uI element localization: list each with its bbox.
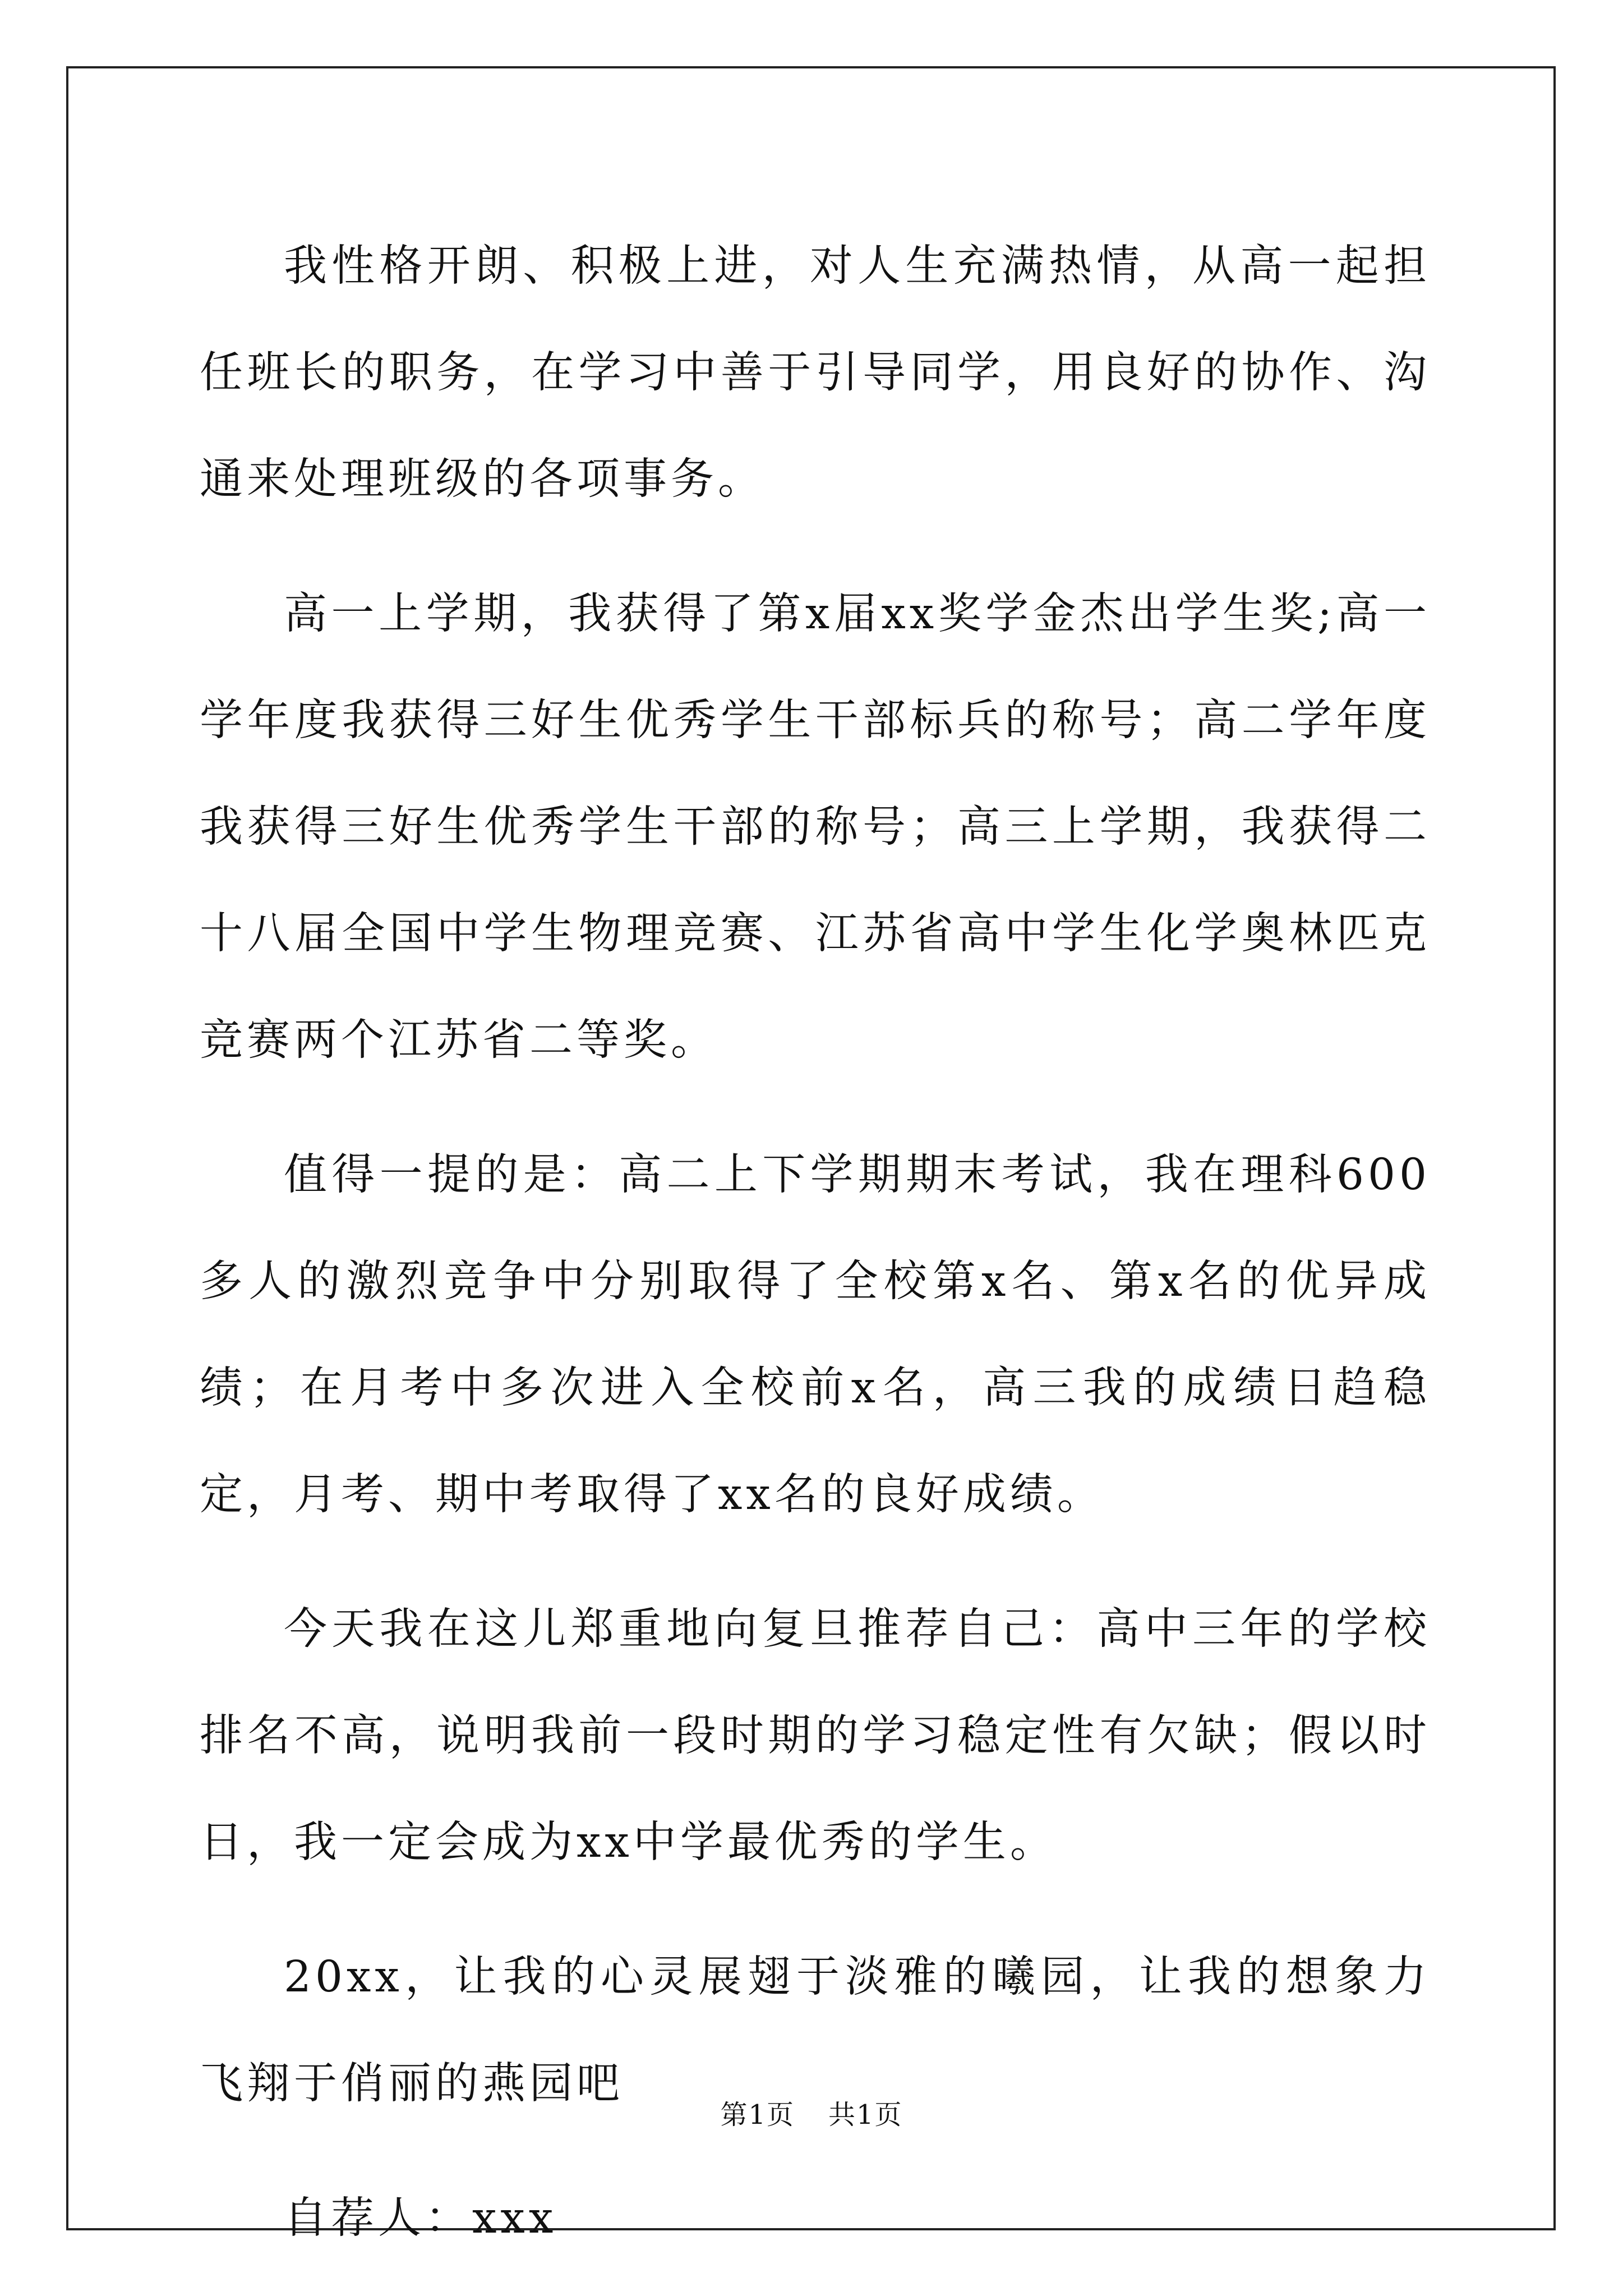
paragraph-1: 我性格开朗、积极上进，对人生充满热情，从高一起担任班长的职务，在学习中善于引导同学，用良好的协作、沟通来处理班级的各项事务。: [200, 241, 1431, 504]
page-footer: [0, 2098, 1623, 2132]
page-number-total: 共1页: [828, 2099, 903, 2131]
paragraph-2: 高一上学期，我获得了第x届xx奖学金杰出学生奖;高一学年度我获得三好生优秀学生干部标兵的称号；高二学年度我获得三好生优秀学生干部的称号；高三上学期，我获得二十八届全国中学生物理竞赛、江苏省高中学生化学奥林匹克竞赛两个江苏省二等奖。: [200, 589, 1431, 1065]
page-number-current: 第1页: [720, 2099, 795, 2131]
paragraph-3: 值得一提的是：高二上下学期期末考试，我在理科600多人的激烈竞争中分别取得了全校第x名、第x名的优异成绩；在月考中多次进入全校前x名，高三我的成绩日趋稳定，月考、期中考取得了xx名的良好成绩。: [200, 1150, 1431, 1520]
paragraph-4: 今天我在这儿郑重地向复旦推荐自己：高中三年的学校排名不高，说明我前一段时期的学习稳定性有欠缺；假以时日，我一定会成为xx中学最优秀的学生。: [200, 1604, 1431, 1867]
signature-line: 自荐人：xxx: [284, 2193, 557, 2243]
paragraph-5: 20xx，让我的心灵展翅于淡雅的曦园，让我的想象力飞翔于俏丽的燕园吧: [200, 1952, 1431, 2109]
